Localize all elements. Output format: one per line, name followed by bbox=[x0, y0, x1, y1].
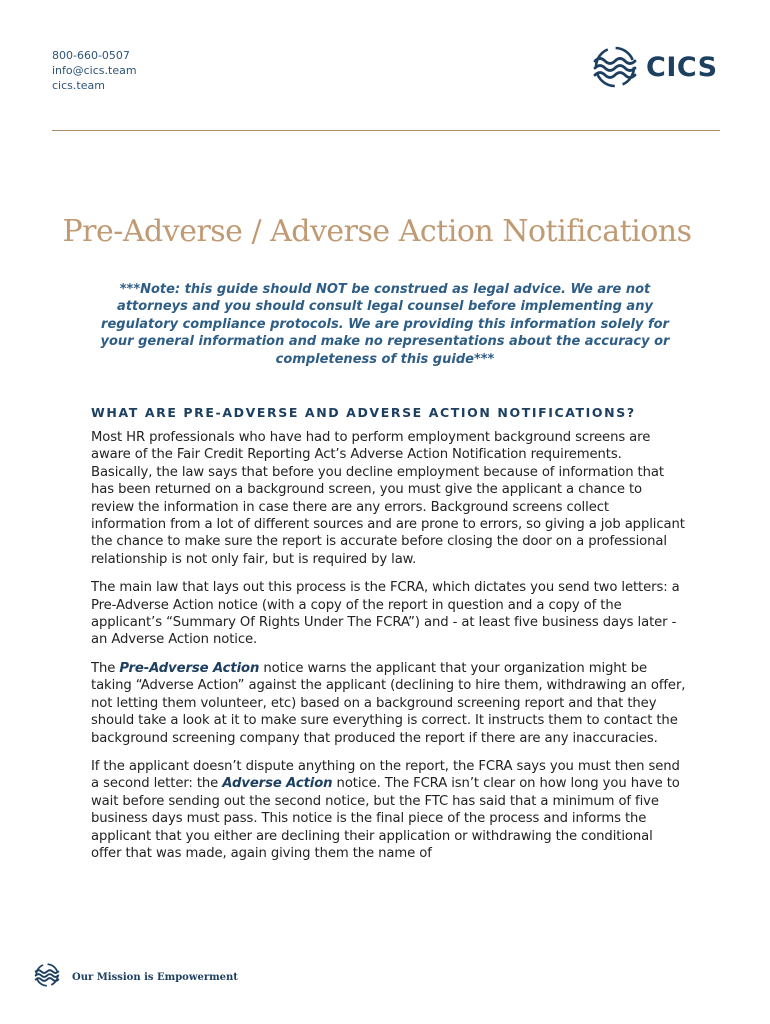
contact-block bbox=[52, 48, 137, 93]
paragraph-4-lead: If the applicant doesn’t dispute anything on the report, the FCRA says you must then send a second letter: the bbox=[91, 758, 680, 792]
legal-disclaimer: ***Note: this guide should NOT be construed as legal advice. We are not attorneys and you should consult legal counsel before implementing any regulatory compliance protocols. We are providing this information solely for your general information and make no representations about the accuracy or completeness of this guide*** bbox=[100, 282, 670, 367]
body-content bbox=[91, 429, 687, 873]
paragraph-4-rest: notice. The FCRA isn’t clear on how long you have to wait before sending out the second notice, but the FTC has said that a minimum of five business days must pass. This notice is the final piece of the process and informs the applicant that you either are declining their application or withdrawing the conditional offer that was made, again giving them the name of bbox=[91, 776, 680, 861]
adverse-action-term: Adverse Action bbox=[222, 776, 333, 792]
company-logo bbox=[592, 44, 718, 90]
section-heading: WHAT ARE PRE-ADVERSE AND ADVERSE ACTION NOTIFICATIONS? bbox=[91, 405, 636, 420]
contact-website[interactable]: cics.team bbox=[52, 79, 105, 92]
contact-email[interactable]: info@cics.team bbox=[52, 64, 137, 77]
paragraph-1: Most HR professionals who have had to perform employment background screens are aware of the Fair Credit Reporting Act’s Adverse Action Notification requirements. Basically, the law says that before you decline employment because of information that has been returned on a background screen, you must give the applicant a chance to review the information in case there are any errors. Background screens collect information from a lot of different sources and are prone to errors, so giving a job applicant the chance to make sure the report is accurate before closing the door on a professional relationship is not only fair, but is required by law. bbox=[91, 430, 685, 567]
pre-adverse-action-term: Pre-Adverse Action bbox=[119, 660, 260, 676]
paragraph-3 bbox=[91, 660, 687, 747]
paragraph-4 bbox=[91, 758, 687, 862]
page-title: Pre-Adverse / Adverse Action Notifications bbox=[62, 214, 692, 249]
paragraph-3-rest: notice warns the applicant that your organization might be taking “Adverse Action” against the applicant (declining to hire them, withdrawing an offer, not letting them volunteer, etc) based on a background screening report and that they should take a look at it to make sure everything is correct. It instructs them to contact the background screening company that produced the report if there are any inaccuracies. bbox=[91, 660, 686, 746]
wave-globe-icon bbox=[592, 44, 638, 90]
paragraph-3-lead: The bbox=[91, 660, 120, 676]
wave-globe-icon bbox=[34, 962, 60, 992]
logo-wordmark: CICS bbox=[646, 51, 718, 83]
page-footer bbox=[34, 962, 238, 992]
header-divider bbox=[52, 130, 720, 131]
footer-tagline: Our Mission is Empowerment bbox=[72, 971, 238, 983]
paragraph-2: The main law that lays out this process is the FCRA, which dictates you send two letters: a Pre-Adverse Action notice (with a copy of the report in question and a copy of the applicant’s “Summary Of Rights Under The FCRA”) and - at least five business days later - an Adverse Action notice. bbox=[91, 580, 680, 648]
contact-phone[interactable]: 800-660-0507 bbox=[52, 49, 130, 62]
